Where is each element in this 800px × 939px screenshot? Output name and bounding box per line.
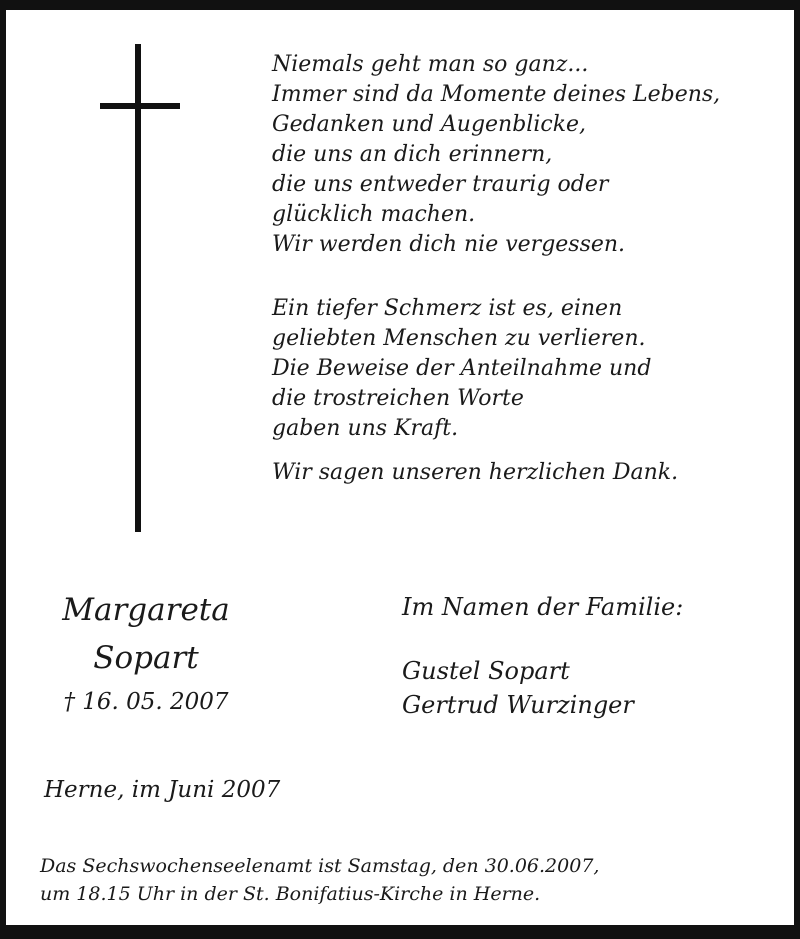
family-block: [402, 590, 683, 722]
service-notice: [40, 852, 599, 908]
family-member: Gertrud Wurzinger: [402, 691, 634, 719]
service-notice-line: Das Sechswochenseelenamt ist Samstag, den 30.06.2007,: [40, 855, 600, 877]
poem-line: geliebten Menschen zu verlieren.: [272, 326, 646, 351]
poem-line: glücklich machen.: [272, 202, 476, 227]
family-intro: Im Namen der Familie:: [402, 593, 684, 621]
poem-line: die uns entweder traurig oder: [272, 172, 609, 197]
poem-line: Immer sind da Momente deines Lebens,: [272, 82, 721, 107]
thanks-line: Wir sagen unseren herzlichen Dank.: [272, 460, 679, 485]
poem-line: Wir werden dich nie vergessen.: [272, 232, 626, 257]
poem: [272, 50, 720, 488]
poem-line: Gedanken und Augenblicke,: [272, 112, 587, 137]
family-member: Gustel Sopart: [402, 657, 570, 685]
poem-line: Ein tiefer Schmerz ist es, einen: [272, 296, 623, 321]
place-date: Herne, im Juni 2007: [44, 777, 281, 803]
deceased-block: [36, 586, 256, 722]
stanza-gap: [272, 260, 720, 294]
cross-horizontal-bar: [100, 103, 180, 109]
poem-line: Niemals geht man so ganz...: [272, 52, 589, 77]
family-spacer: [402, 624, 683, 654]
cross-vertical-bar: [135, 44, 141, 532]
deceased-last-name: Sopart: [93, 640, 199, 676]
stanza-gap: [272, 444, 720, 458]
poem-line: die trostreichen Worte: [272, 386, 524, 411]
deceased-first-name: Margareta: [62, 592, 230, 628]
death-date: † 16. 05. 2007: [63, 689, 229, 715]
poem-line: gaben uns Kraft.: [272, 416, 459, 441]
poem-line: Die Beweise der Anteilnahme und: [272, 356, 652, 381]
service-notice-line: um 18.15 Uhr in der St. Bonifatius-Kirche in Herne.: [40, 883, 541, 905]
poem-line: die uns an dich erinnern,: [272, 142, 553, 167]
